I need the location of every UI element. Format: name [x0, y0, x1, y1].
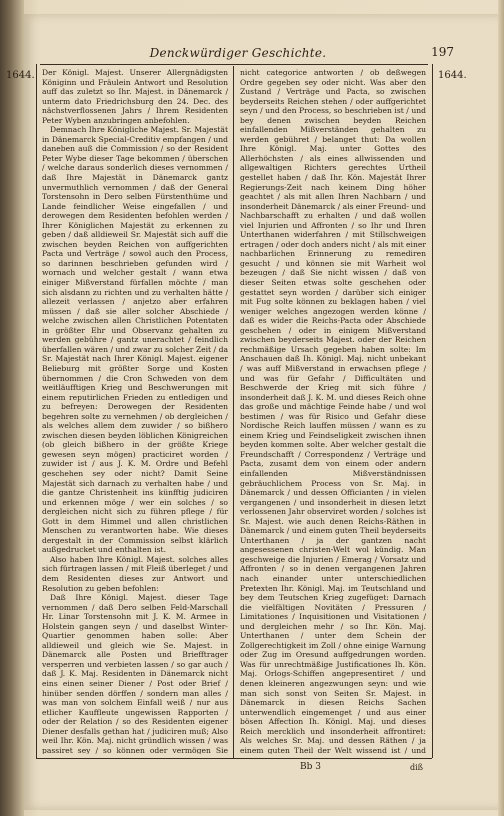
margin-year-left: 1644.: [6, 70, 35, 81]
paragraph: Der Königl. Majest. Unserer Allergnädigsten Königinn und Fräulein Antwort und Resolution auff das zuletzt so Ihr. Majest. in Dänemarck / unterm dato Friedrichsburg den 24. Dec. des nächstverflossenen Jahrs / Ihrem Residenten Peter Wyben anzubringen anbefohlen.: [42, 68, 228, 125]
paragraph: Daß Ihre Königl. Majest. dieser Tage vernommen / daß Dero selben Feld-Marschall Hr. Linar Torstensohn mit J. K. M. Armee in Holstein gangen seyn / und daselbst Winter-Quartier genommen haben solle: Aber alldieweil und gleich wie Se. Majest. in Dänemarck alle Posten und Briefftrager versperren und verbieten lassen / so gar auch / daß J. K. Maj. Residenten in Dänemarck nicht eins einen seiner Diener / Post oder Brief / hinüber senden dörffen / sondern man alles / was man von solchem Einfall weiß / nur aus etlicher Kauffleute ungewissen Rapporten / oder der Relation / so des Residenten eigener Diener desfalls gethan hat / judiciren muß; Also weil Ihr. Kön. Maj. nicht gründlich wissen / was passiret sey / so können oder vermögen Sie: [42, 593, 228, 754]
page-edge: [498, 0, 504, 816]
catchword: diß: [410, 763, 424, 772]
paragraph: Demnach Ihre Königliche Majest. Sr. Majestät in Dänemarck Special-Creditiv empfangen / und daneben auß die Commission / so der Resident Peter Wybe dieser Tage bekommen / überschen / welche daraus sonderlich dieses vernommen / daß Ihre Majestät in Dänemarck gantz unvermuthlich vernommen / daß der General Torstensohn in Dero selben Fürstenthüme und Lande feindlicher Weise eingefallen / und derowegen dem Residenten befohlen werden / Ihrer Königlichen Majestät zu erkennen zu geben / daß alldieweil Sr. Majestät sich auff die zwischen beyden Reichen von auffgerichten Pacta und Verträge / sowol auch den Process, so darinnen beschrieben gefunden wird / wornach und welcher gestalt / wann etwa einiger Mißverstand fürfallen möchte / man sich alsdann zu richten und zu verhalten hätte / allezeit verlassen / anjetzo aber erfahren müssen / daß sie aller solcher Abschiede / welche zwischen allen Christlichen Potentaten in größter Ehr und Observanz gehalten zu werden gebühre / gantz unerachtet / feindlich überfallen wären / und zwar zu solcher Zeit / da Sr. Majestät nach Ihrer Königl. Majest. eigener Belieburg mit größter Sorge und Kosten übernommen / die Cron Schweden von dem weitläufftigen Krieg und Beschwerungen mit einem reputirlichen Frieden zu entledigen und zu befreyen: Derowegen der Residenten begehren solte zu vernehmen / ob dergleichen / als welches allem dem zuwider / so bißhero zwischen diesen beyden löblichen Königreichen (ob gleich bißhero in der größte Kriege gewesen seyn mögen) practiciret worden / zuwider ist / aus J. K. M. Ordre und Befehl geschehen sey oder nicht? Damit Seine Majestät sich darnach zu verhalten habe / und die gantze Christenheit ins künfftig judiciren und erkennen möge / wer ein solches / so dergleichen nicht sich zu führen pflege / für Gott in dem Himmel und allen christlichen Menschen zu verantworten habe. Wie dieses dergestalt in der Commission selbst klärlich außgedrucket und enthalten ist.: [42, 125, 228, 555]
footer-rule: [36, 758, 432, 759]
text-column-left: [42, 68, 228, 754]
page-header: [40, 44, 454, 64]
text-column-right: [240, 68, 426, 754]
header-rule: [40, 64, 428, 65]
column-divider: [233, 66, 234, 758]
paragraph: Also haben Ihre Königl. Majest. solches alles sich fürtragen lassen / mit Fleiß überleget / und dem Residenten dieses zur Antwort und Resolution zu geben befohlen:: [42, 554, 228, 593]
paragraph: nicht categorice antworten / ob deßwegen Ordre gegeben sey oder nicht. Was aber den Zustand / Verträge und Pacta, so zwischen beyderseits Reichen stehen / oder auffgerichtet seyn / und den Process, so beschrieben ist / und bey denen zwischen beyden Reichen einfallenden Mißverständen gehalten zu werden gebühret / belanget thut: Da wollen Ihre Königl. Maj. unter Gottes des Allerhöchsten / als eines allwissenden und allgewaltigen Richters gerechtes Urtheil gestellet haben / daß Ihr. Kön. Majestät Ihrer Regierungs-Zeit nach keinem Ding höher geachtet / als mit allen Ihren Nachbarn / und insonderheit Dänemarck / als einer Freund- und Nachbarschafft zu erhalten / und daß wollen viel Injurien und Affronten / so Ihr und Ihren Unterthanen widerfahren / mit Stillschweigen ertragen / oder doch anders nicht / als mit einer nachbarlichen Erinnerung zu remediren gesucht / und können sie mit Warheit wol bezeugen / daß Sie nicht wissen / daß von dieser Seiten etwas solte geschehen oder gestattet seyn worden / darüber sich einiger mit Fug solte können zu beklagen haben / viel weniger welches angezogen werden könne / daß es wider die Reichs-Pacta oder Abschiede geschehen / oder in einigem Mißverstand zwischen beyderseits Majest. oder der Reichen rechmäßige Ursach gegeben haben solte: Im Anschauen daß Ih. Königl. Maj. nicht unbekant / was auff Mißverstand in erwachsen pflege / und was für Gefahr / Difficultäten und Beschwerde der Krieg mit sich führe / insonderheit daß J. K. M. und dieses Reich ohne das große und mächtige Feinde habe / und wol bestimen / was für Risico und Gefahr diese Nordische Reich lauffen müssen / wann es zu einem Krieg und Feindseligkeit zwischen ihnen beyden kommen solte. Aber welcher gestalt die Freundschafft / Correspondenz / Verträge und Pacta, zusamt dem von einem oder andern einfallenden Mißverständnissen gebräuchlichem Process von Sr. Maj. in Dänemarck / und dessen Officianten / in vielen vergangenen / und insonderheit in diesen letzt verlossenen Jahr observiret worden / solches ist Sr. Majest. wie auch denen Reichs-Räthen in Dänemarck / und einem guten Theil beyderseits Unterthanen / ja der gantzen nacht angesessenen christen-Welt wol kündig. Man geschweige die Injurien / Emerag / Vorsatz und Affronten / so in denen vergangenen Jahren nach einander unter unterschiedlichen Pretexten Ihr. Königl. Maj. im Teutschland und bey dem Teutschen Krieg zugefüget: Darnach die vielfältigen Novitäten / Pressuren / Limitationes / Inquisitionen und Visitationen / und dergleichen mehr / so Ihr. Kön. Maj. Unterthanen / unter dem Schein der Zollgerechtigkeit im Zoll / ohne einige Warnung oder Zug im Oresund auffgedrungen worden. Was für unrechtmäßige Justificationes Ih. Kön. Maj. Orlogs-Schiffen angepresentiret / und denen kleineren angezwungen seyn: und wie man sich sonst von Seiten Sr. Majest. in Dänemarck in diesen Reichs Sachen unterwendlich eingemenget / und aus einer bösen Affection Ih. Königl. Maj. und dieses Reich mercklich und insonderheit affrontiret: Als welches Sr. Maj. und dessen Räthen / ja einem guten Theil der Welt wissend ist / und: [240, 68, 426, 754]
left-margin-rule: [36, 64, 37, 758]
right-margin-rule: [432, 64, 433, 758]
book-gutter: [0, 0, 24, 816]
running-title: Denckwürdiger Geschichte.: [149, 46, 327, 60]
page-number: 197: [431, 45, 454, 59]
margin-year-right: 1644.: [438, 70, 467, 81]
signature-mark: Bb 3: [300, 762, 321, 772]
